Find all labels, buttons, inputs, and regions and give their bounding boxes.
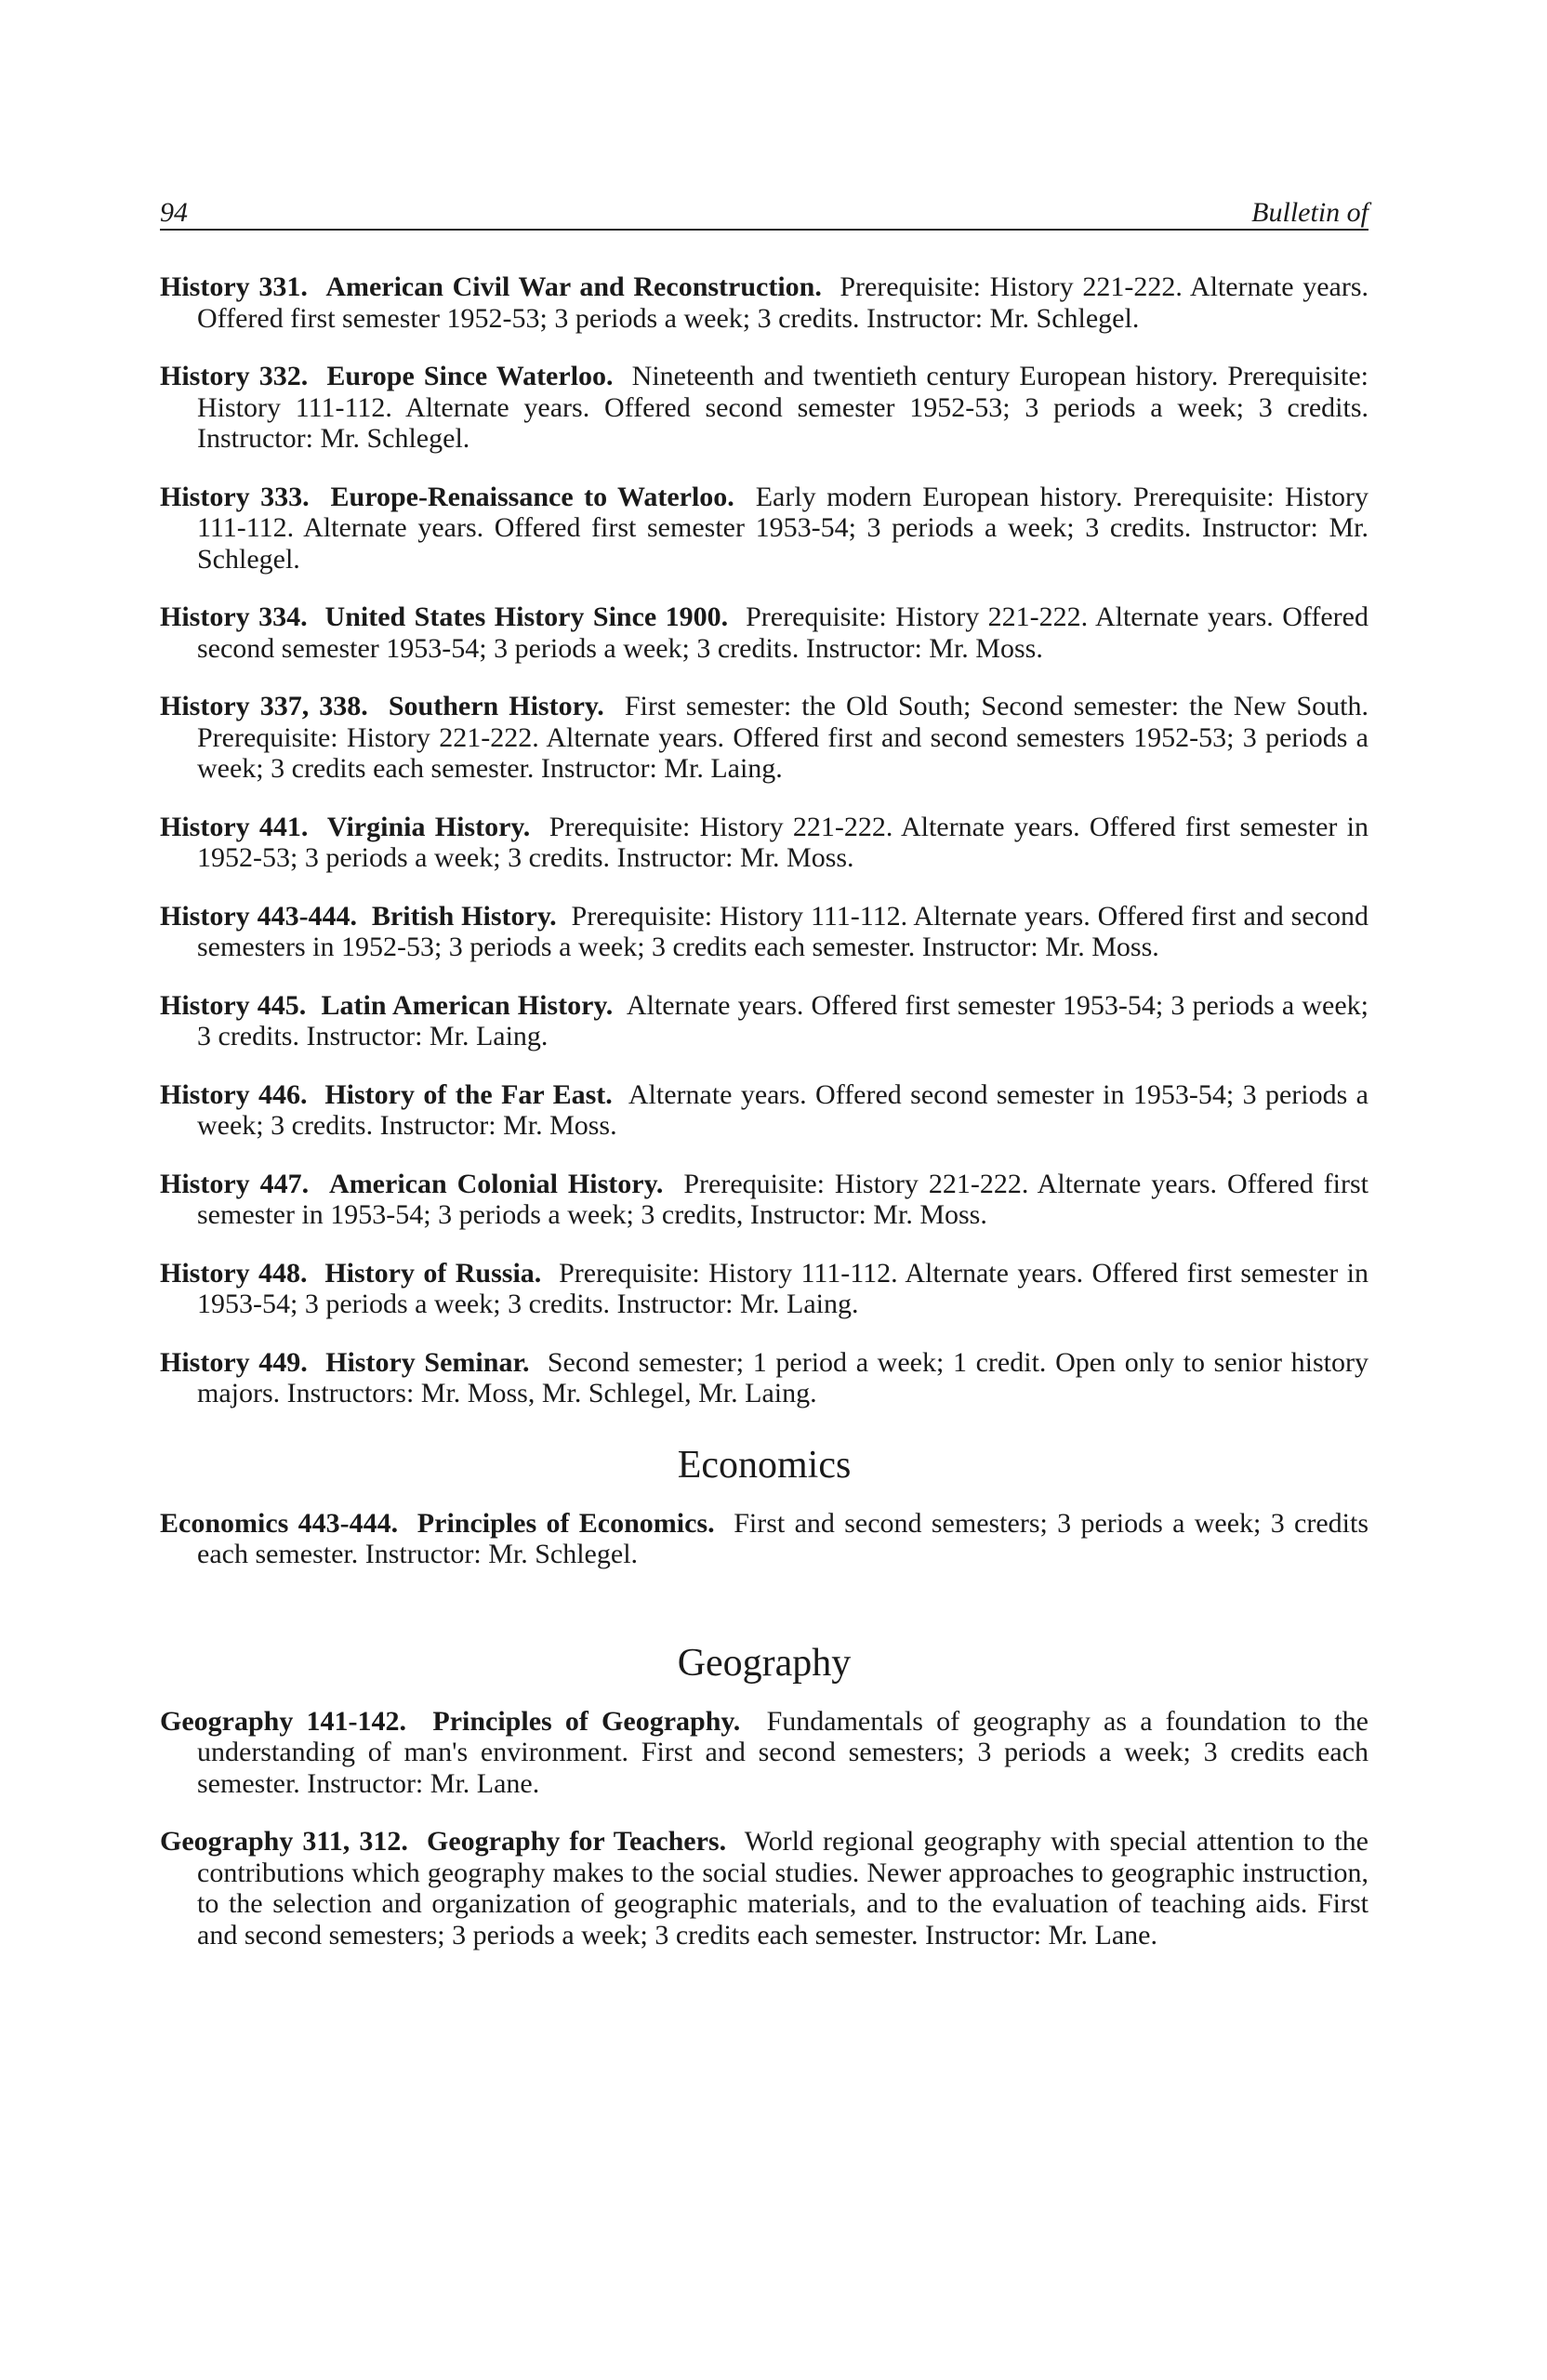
course-entry: [160, 1706, 1368, 1800]
course-description: World regional geography with special attention to the contributions which geography makes to the social studies. Newer approaches to geographic instruction, to the selection and organization of geographic materials, and to the evaluation of teaching aids. First and second semesters; 3 periods a week; 3 credits each semester. Instructor: Mr. Lane.: [197, 1826, 1368, 1950]
course-title: American Civil War and Reconstruction.: [325, 271, 822, 302]
course-entry: [160, 361, 1368, 455]
course-code: History 441.: [160, 811, 309, 842]
course-entry: [160, 1508, 1368, 1570]
course-entry: [160, 1258, 1368, 1320]
course-title: History Seminar.: [325, 1346, 530, 1378]
course-description: Fundamentals of geography as a foundation to the understanding of man's environment. First and second semesters; 3 periods a week; 3 credits each semester. Instructor: Mr. Lane.: [197, 1705, 1369, 1799]
course-code: History 337, 338.: [160, 691, 368, 721]
course-description: Prerequisite: History 221-222. Alternate years. Offered second semester 1953-54; 3 periods a week; 3 credits. Instructor: Mr. Moss.: [197, 602, 1368, 664]
page-header: [160, 186, 1368, 231]
course-description: Alternate years. Offered second semester in 1953-54; 3 periods a week; 3 credits. Instructor: Mr. Moss.: [197, 1078, 1368, 1141]
course-entry: [160, 1079, 1368, 1142]
course-code: History 334.: [160, 602, 308, 632]
course-code: History 443-444.: [160, 900, 358, 932]
course-code: History 445.: [160, 989, 307, 1021]
course-code: History 447.: [160, 1168, 310, 1199]
running-head: Bulletin of: [1251, 197, 1368, 228]
course-code: History 331.: [160, 271, 308, 302]
page-number: 94: [160, 197, 188, 228]
course-entry: [160, 901, 1368, 963]
course-description: Prerequisite: History 221-222. Alternate years. Offered first semester in 1952-53; 3 periods a week; 3 credits. Instructor: Mr. Moss.: [197, 811, 1368, 873]
geography-course-list: [160, 1706, 1368, 1951]
course-description: Prerequisite: History 111-112. Alternate years. Offered first and second semesters in 1952-53; 3 periods a week; 3 credits each semester. Instructor: Mr. Moss.: [197, 900, 1369, 962]
bulletin-page: [160, 186, 1368, 1977]
course-code: History 333.: [160, 481, 310, 512]
course-description: Nineteenth and twentieth century European history. Prerequisite: History 111-112. Alternate years. Offered second semester 1952-53; 3 periods a week; 3 credits. Instructor: Mr. Schlegel.: [197, 361, 1369, 454]
course-entry: [160, 990, 1368, 1052]
course-title: Principles of Economics.: [416, 1507, 715, 1539]
course-code: Economics 443-444.: [160, 1507, 399, 1539]
course-title: Latin American History.: [321, 989, 614, 1021]
course-description: Second semester; 1 period a week; 1 credit. Open only to senior history majors. Instructors: Mr. Moss, Mr. Schlegel, Mr. Laing.: [197, 1346, 1368, 1408]
course-title: Principles of Geography.: [432, 1705, 741, 1737]
course-title: Europe Since Waterloo.: [326, 361, 614, 391]
course-entry: [160, 1826, 1368, 1950]
course-entry: [160, 271, 1368, 334]
economics-course-list: [160, 1508, 1368, 1570]
course-code: History 332.: [160, 361, 309, 391]
course-title: Virginia History.: [326, 811, 531, 842]
course-entry: [160, 691, 1368, 785]
economics-heading: Economics: [677, 1443, 852, 1487]
course-description: Prerequisite: History 221-222. Alternate years. Offered first semester 1952-53; 3 periods a week; 3 credits. Instructor: Mr. Schlegel.: [197, 271, 1369, 334]
course-description: First and second semesters; 3 periods a week; 3 credits each semester. Instructor: Mr. Schlegel.: [197, 1507, 1369, 1569]
course-description: First semester: the Old South; Second semester: the New South. Prerequisite: History 221-222. Alternate years. Offered first and second semesters 1952-53; 3 periods a week; 3 credits each semester. Instructor: Mr. Laing.: [197, 691, 1368, 784]
course-title: History of Russia.: [324, 1257, 542, 1289]
course-code: History 446.: [160, 1078, 308, 1110]
course-title: Geography for Teachers.: [427, 1826, 727, 1857]
course-entry: [160, 482, 1368, 575]
course-description: Prerequisite: History 221-222. Alternate years. Offered first semester in 1953-54; 3 periods a week; 3 credits, Instructor: Mr. Moss.: [197, 1168, 1368, 1230]
course-description: Alternate years. Offered first semester 1953-54; 3 periods a week; 3 credits. Instructor: Mr. Laing.: [197, 989, 1368, 1051]
course-code: History 449.: [160, 1346, 308, 1378]
geography-heading: Geography: [677, 1641, 852, 1685]
course-entry: [160, 1347, 1368, 1409]
course-code: Geography 141-142.: [160, 1705, 407, 1737]
course-title: United States History Since 1900.: [324, 602, 729, 632]
course-description: Prerequisite: History 111-112. Alternate years. Offered first semester in 1953-54; 3 periods a week; 3 credits. Instructor: Mr. Laing.: [197, 1257, 1369, 1319]
course-title: American Colonial History.: [329, 1168, 664, 1199]
course-title: Southern History.: [388, 691, 604, 721]
course-code: History 448.: [160, 1257, 308, 1289]
course-code: Geography 311, 312.: [160, 1826, 408, 1857]
course-description: Early modern European history. Prerequisite: History 111-112. Alternate years. Offered first semester 1953-54; 3 periods a week; 3 credits. Instructor: Mr. Schlegel.: [197, 481, 1369, 575]
course-entry: [160, 1169, 1368, 1231]
history-course-list: [160, 271, 1368, 1409]
course-entry: [160, 602, 1368, 664]
course-title: History of the Far East.: [324, 1078, 613, 1110]
course-entry: [160, 812, 1368, 874]
course-title: Europe-Renaissance to Waterloo.: [330, 481, 734, 512]
course-title: British History.: [371, 900, 557, 932]
